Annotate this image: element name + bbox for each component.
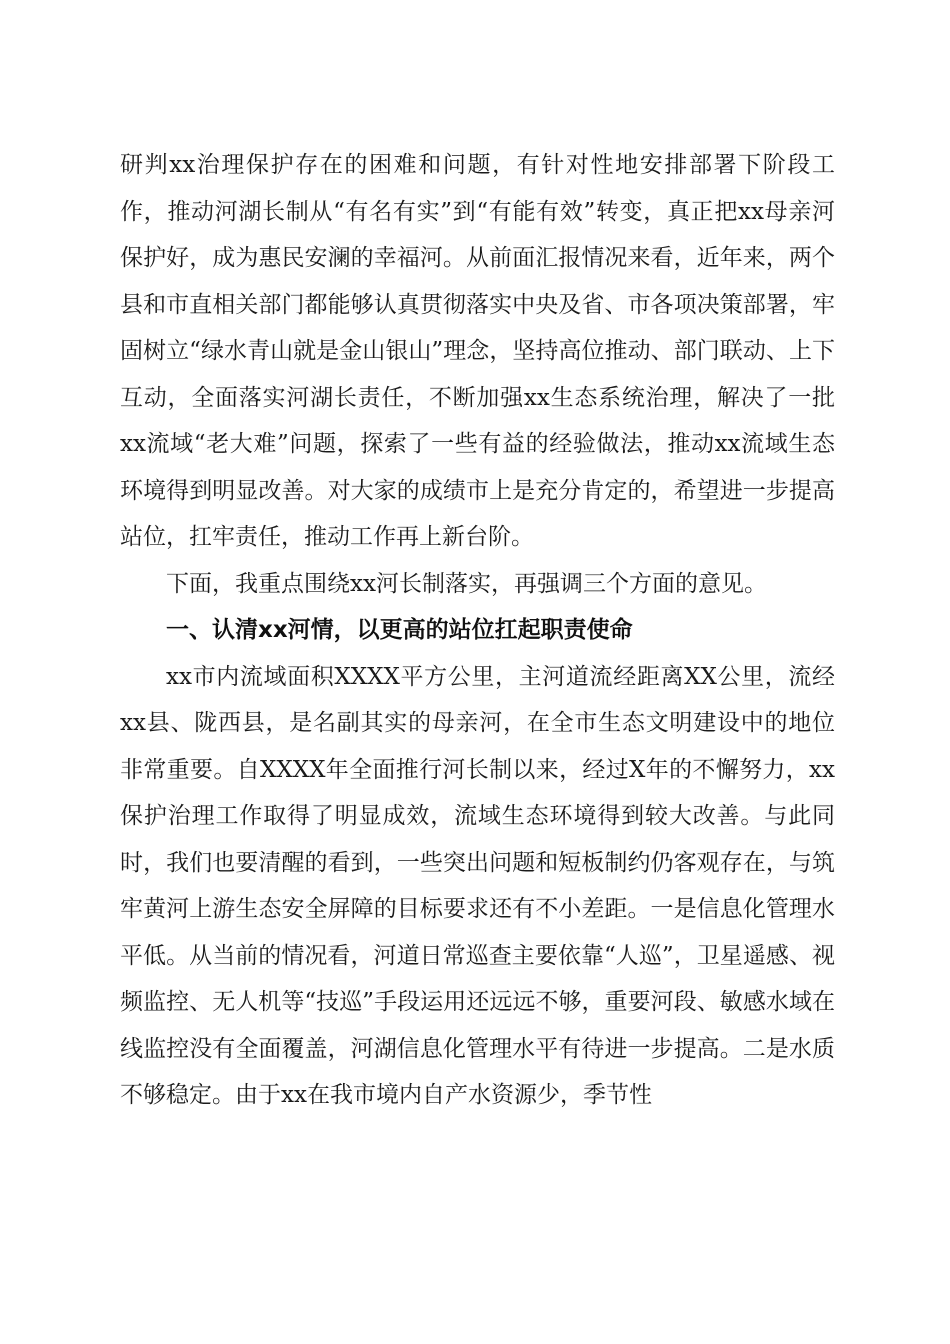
section-heading-1: 一、认清xx河情，以更高的站位扛起职责使命: [166, 617, 633, 643]
paragraph-body: xx市内流域面积XXXX平方公里，主河道流经距离XX公里，流经xx县、陇西县，是名副其实的母亲河，在全市生态文明建设中的地位非常重要。自XXXX年全面推行河长制以来，经过X年的不懈努力，xx保护治理工作取得了明显成效，流域生态环境得到较大改善。与此同时，我们也要清醒的看到，一些突出问题和短板制约仍客观存在，与筑牢黄河上游生态安全屏障的目标要求还有不小差距。一是信息化管理水平低。从当前的情况看，河道日常巡查主要依靠“人巡”，卫星遥感、视频监控、无人机等“技巡”手段运用还远远不够，重要河段、敏感水域在线监控没有全面覆盖，河湖信息化管理水平有待进一步提高。二是水质不够稳定。由于xx在我市境内自产水资源少，季节性: [120, 663, 835, 1108]
paragraph-continued: 研判xx治理保护存在的困难和问题，有针对性地安排部署下阶段工作，推动河湖长制从“有名有实”到“有能有效”转变，真正把xx母亲河保护好，成为惠民安澜的幸福河。从前面汇报情况来看，近年来，两个县和市直相关部门都能够认真贯彻落实中央及省、市各项决策部署，牢固树立“绿水青山就是金山银山”理念，坚持高位推动、部门联动、上下互动，全面落实河湖长责任，不断加强xx生态系统治理，解决了一批xx流域“老大难”问题，探索了一些有益的经验做法，推动xx流域生态环境得到明显改善。对大家的成绩市上是充分肯定的，希望进一步提高站位，扛牢责任，推动工作再上新台阶。: [120, 152, 835, 550]
paragraph-intro: 下面，我重点围绕xx河长制落实，再强调三个方面的意见。: [166, 570, 767, 597]
document-body: [120, 142, 835, 1119]
